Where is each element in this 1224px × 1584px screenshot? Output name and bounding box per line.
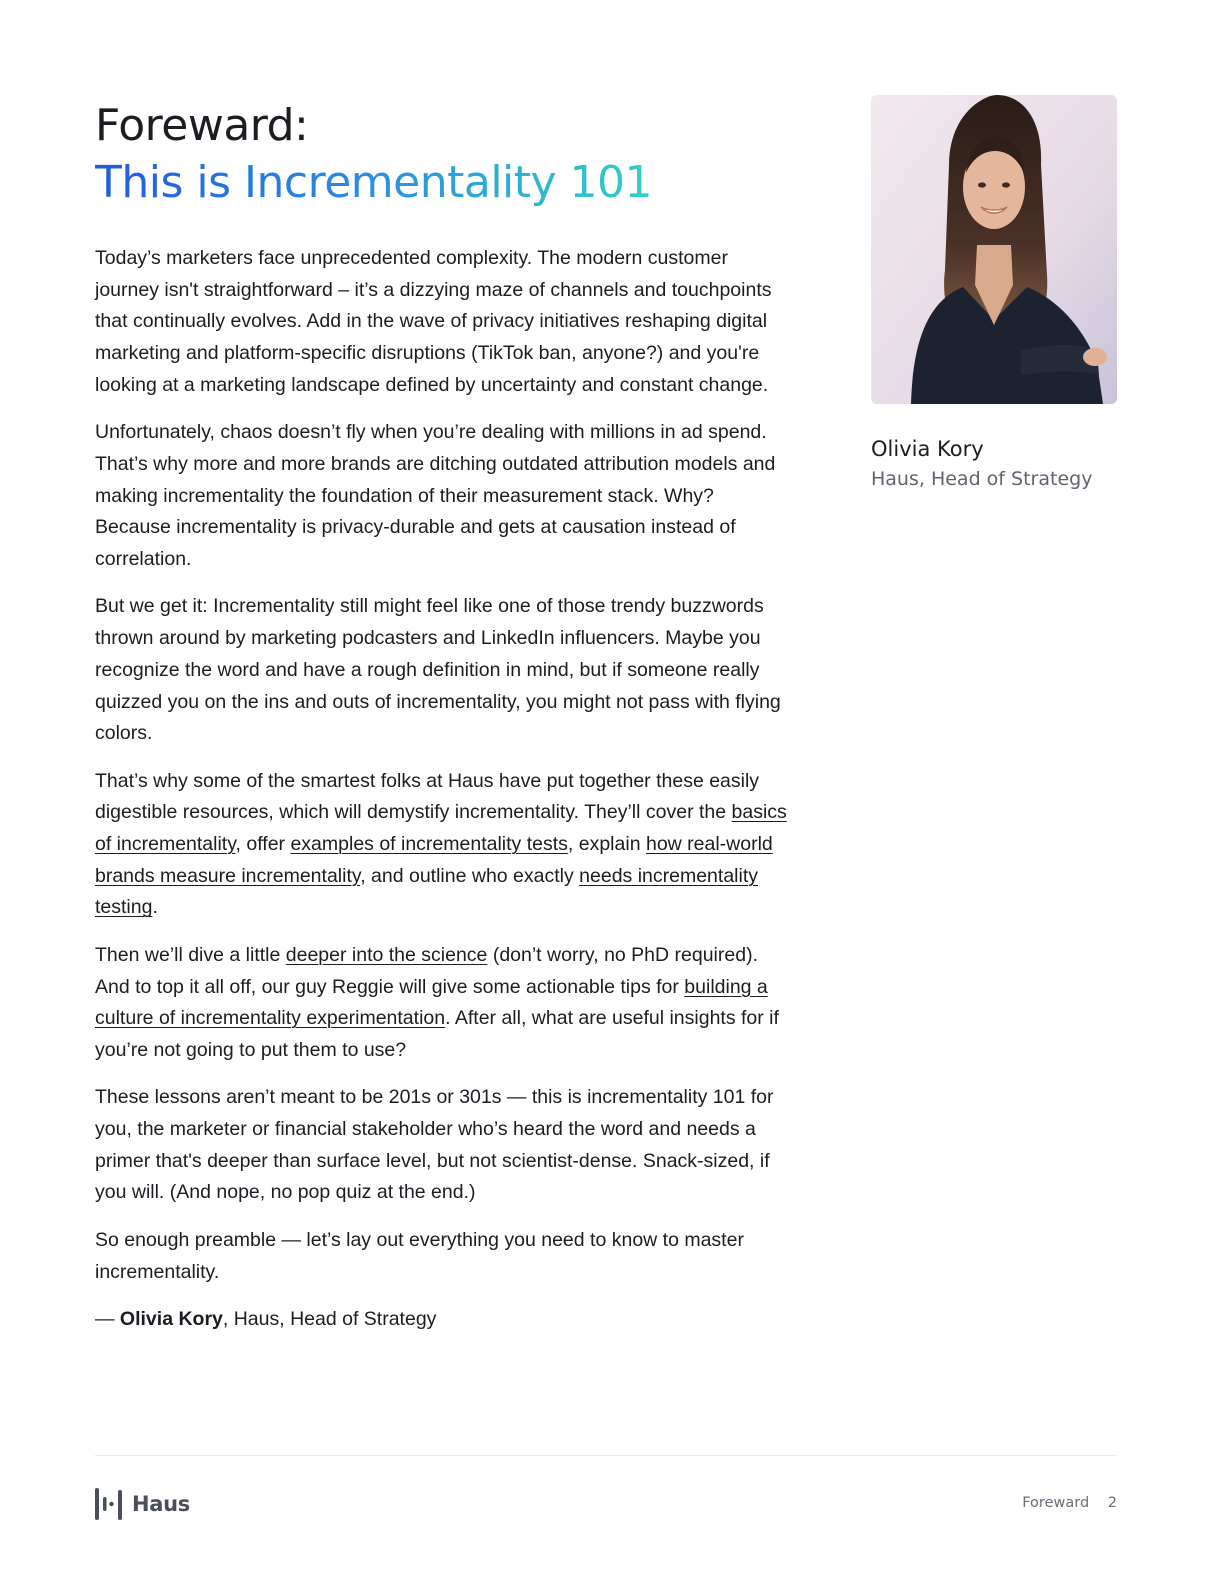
- paragraph-1: Today’s marketers face unprecedented complexity. The modern customer journey isn't straightforward – it’s a dizzying maze of channels and touchpoints that continually evolves. Add in the wave of privacy initiatives reshaping digital marketing and platform-specific disruptions (TikTok ban, anyone?) and you're looking at a marketing landscape defined by uncertainty and constant change.: [95, 247, 772, 396]
- portrait-photo: [871, 95, 1117, 404]
- paragraph-5-text: Then we’ll dive a little: [95, 943, 286, 966]
- paragraph-4-text: , and outline who exactly: [360, 864, 580, 887]
- page-title: [95, 97, 652, 211]
- footer-section: Foreward: [1022, 1495, 1090, 1511]
- footer-page-info: [1022, 1495, 1117, 1511]
- brands-measure-link[interactable]: how real-world brands measure incrementality: [95, 833, 773, 887]
- signature-name: Olivia Kory: [119, 1307, 223, 1330]
- paragraph-6: These lessons aren’t meant to be 201s or 301s — this is incrementality 101 for you, the marketer or financial stakeholder who’s heard the word and needs a primer that's deeper than surface level, but not scientist-dense. Snack-sized, if you will. (And nope, no pop quiz at the end.): [95, 1086, 774, 1204]
- paragraph-4-text: , offer: [235, 833, 291, 856]
- article-body: [95, 243, 795, 1351]
- paragraph-4: [95, 766, 795, 925]
- science-link[interactable]: deeper into the science: [285, 943, 488, 966]
- footer-divider: [95, 1455, 1117, 1456]
- haus-logo[interactable]: [95, 1488, 190, 1520]
- title-line-1: Foreward:: [95, 100, 309, 151]
- paragraph-2: Unfortunately, chaos doesn’t fly when you’re dealing with millions in ad spend. That’s why more and more brands are ditching outdated attribution models and making incrementality the foundation of their measurement stack. Why? Because incrementality is privacy-durable and gets at causation instead of correlation.: [95, 421, 776, 571]
- signature-role: , Haus, Head of Strategy: [222, 1307, 437, 1330]
- page-number: 2: [1107, 1495, 1117, 1511]
- paragraph-5: [95, 940, 795, 1067]
- paragraph-3: But we get it: Incrementality still might feel like one of those trendy buzzwords thrown around by marketing podcasters and LinkedIn influencers. Maybe you recognize the word and have a rough definition in mind, but if someone really quizzed you on the ins and outs of incrementality, you might not pass with flying colors.: [95, 595, 781, 745]
- person-name: Olivia Kory: [871, 437, 984, 461]
- paragraph-5-text: . After all, what are useful insights for if you’re not going to put them to use?: [95, 1007, 779, 1061]
- paragraph-4-text: That’s why some of the smartest folks at Haus have put together these easily digestible resources, which will demystify incrementality. They’ll cover the: [95, 769, 760, 824]
- portrait-icon: [871, 95, 1117, 404]
- logo-text: Haus: [132, 1492, 190, 1516]
- signature-dash: —: [95, 1307, 120, 1330]
- culture-link[interactable]: building a culture of incrementality experimentation: [95, 975, 768, 1030]
- signature: [95, 1304, 795, 1336]
- paragraph-4-text: , explain: [567, 833, 646, 856]
- basics-link[interactable]: basics of incrementality: [95, 801, 787, 856]
- haus-logo-mark-icon: [95, 1488, 123, 1520]
- paragraph-4-text: .: [152, 896, 158, 919]
- paragraph-5-text: (don’t worry, no PhD required). And to top it all off, our guy Reggie will give some actionable tips for: [95, 943, 758, 998]
- person-role: Haus, Head of Strategy: [871, 468, 1093, 490]
- examples-link[interactable]: examples of incrementality tests: [290, 833, 568, 856]
- paragraph-7: So enough preamble — let’s lay out everything you need to know to master incrementality.: [95, 1228, 744, 1283]
- needs-testing-link[interactable]: needs incrementality testing: [95, 864, 758, 919]
- title-line-2: This is Incrementality 101: [95, 154, 652, 211]
